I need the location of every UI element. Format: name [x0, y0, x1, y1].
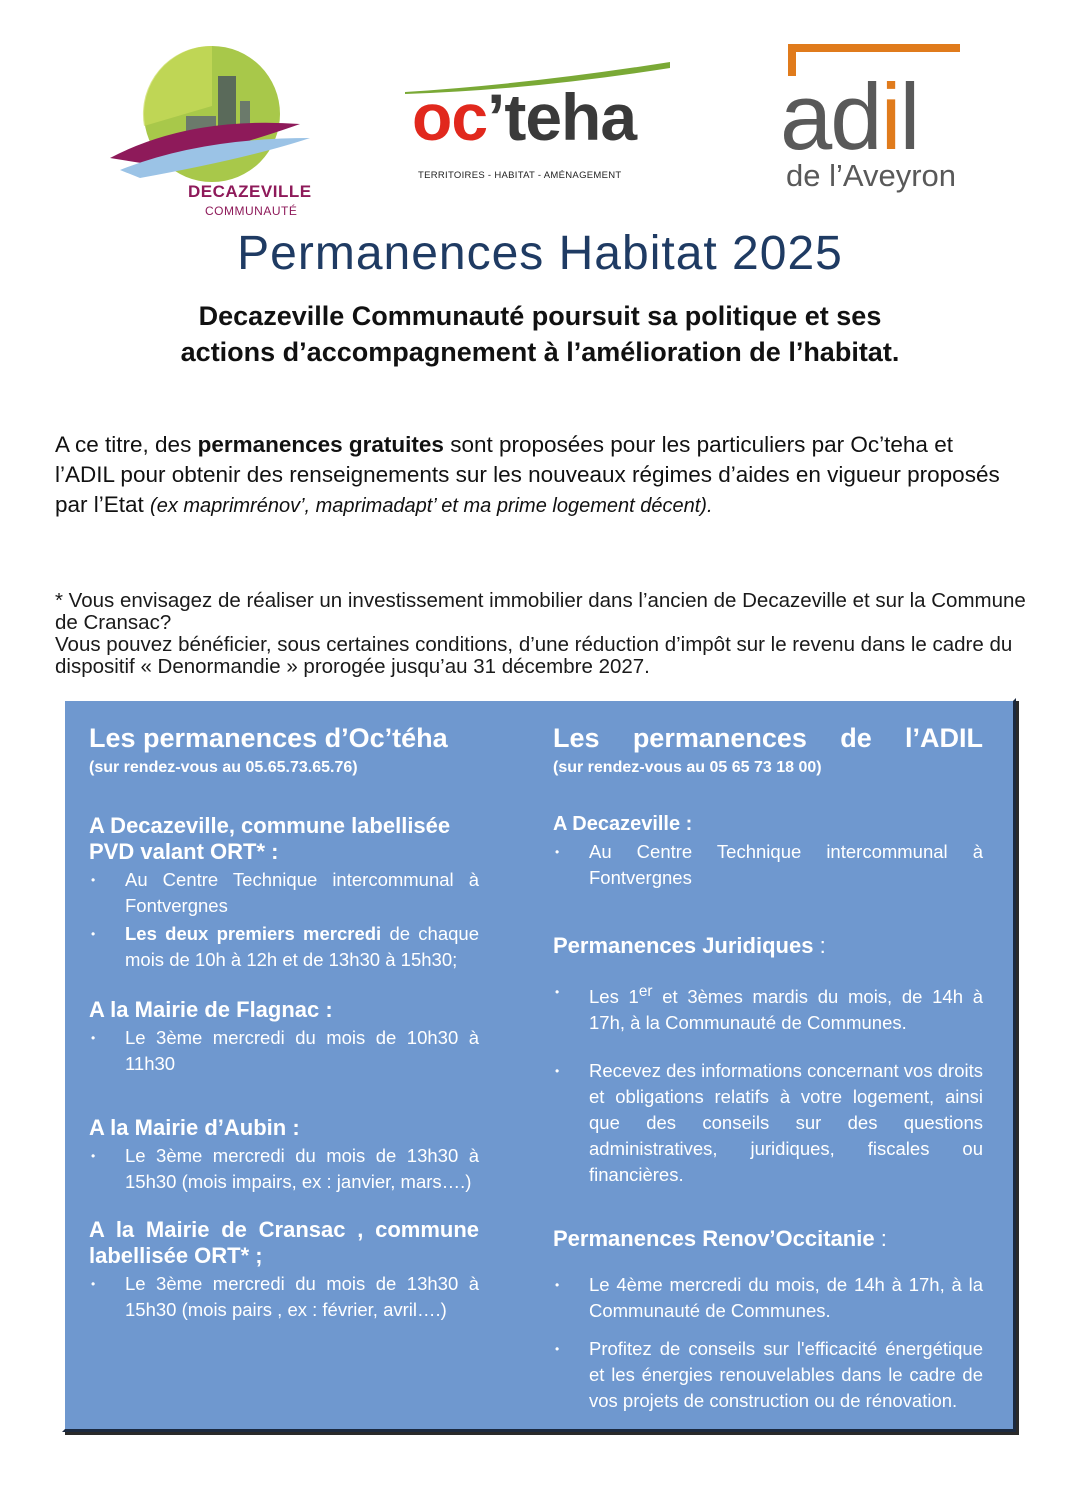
list-item-after: et 3èmes mardis du mois, de 14h à 17h, à la Communauté de Communes. — [589, 986, 983, 1034]
list-item: • Au Centre Technique intercommunal à Fontvergnes — [89, 867, 479, 919]
list — [89, 1143, 479, 1195]
note-line-1: * Vous envisagez de réaliser un investissement immobilier dans l’ancien de Decazeville et sur la Commune de Cransac? — [55, 589, 1026, 634]
octeha-column — [89, 723, 479, 1325]
list — [89, 1271, 479, 1323]
list-item: • Le 3ème mercredi du mois de 13h30 à 15h30 (mois pairs , ex : février, avril….) — [89, 1271, 479, 1323]
section-decazeville — [89, 813, 479, 973]
adil-ad: ad — [780, 64, 881, 169]
intro-paragraph — [55, 430, 1015, 521]
section-title-colon: : — [813, 933, 826, 958]
list-item: • Recevez des informations concernant vos droits et obligations relatifs à votre logement, ainsi que des conseils sur des questions administratives, juridiques, fiscales ou financières. — [553, 1058, 983, 1188]
permanences-box — [62, 698, 1016, 1432]
section-title — [553, 1226, 983, 1252]
section-title: A Decazeville : — [553, 813, 693, 835]
octeha-wordmark — [412, 80, 637, 154]
decazeville-emblem-icon — [100, 46, 320, 186]
section-title-text: Permanences Juridiques — [553, 933, 814, 958]
adil-wordmark — [780, 64, 919, 169]
adil-sub: de l’Aveyron — [786, 158, 957, 193]
intro-part-1: A ce titre, des — [55, 432, 198, 457]
list-item-bold: Les deux premiers mercredi — [125, 923, 382, 944]
octeha-column-title: Les permanences d’Oc’téha — [89, 723, 448, 753]
section-title-text: Permanences Renov’Occitanie — [553, 1226, 875, 1252]
section-flagnac — [89, 997, 479, 1077]
list-item — [553, 979, 983, 1036]
section-title: A la Mairie d’Aubin : — [89, 1115, 300, 1140]
list-item: • Le 4ème mercredi du mois, de 14h à 17h, à la Communauté de Communes. — [553, 1272, 983, 1324]
list-item-rest: de chaque mois de 10h à 12h et de 13h30 à 15h30; — [125, 923, 479, 970]
list — [553, 1272, 983, 1414]
list — [553, 979, 983, 1188]
decazeville-sub: COMMUNAUTÉ — [205, 204, 298, 218]
section-adil-decazeville — [553, 811, 983, 891]
list-item: • Profitez de conseils sur l'efficacité énergétique et les énergies renouvelables dans le cadre de vos projets de construction ou de rénovation. — [553, 1336, 983, 1414]
octeha-phone: (sur rendez-vous au 05.65.73.65.76) — [89, 759, 358, 776]
adil-column-title: Les permanences de l’ADIL — [553, 723, 983, 753]
octeha-tagline: TERRITOIRES - HABITAT - AMÉNAGEMENT — [418, 170, 622, 181]
list-item: • Au Centre Technique intercommunal à Fontvergnes — [553, 839, 983, 891]
subtitle-line-2: actions d’accompagnement à l’amélioration de l’habitat. — [180, 337, 900, 367]
list — [89, 867, 479, 973]
decazeville-name: DECAZEVILLE — [188, 182, 312, 201]
note-line-2: Vous pouvez bénéficier, sous certaines conditions, d’une réduction d’impôt sur le revenu dans le cadre du dispositif « Denormandie » prorogée jusqu’au 31 décembre 2027. — [55, 633, 1013, 678]
list-item — [89, 921, 479, 973]
denormandie-note — [55, 590, 1035, 678]
intro-italic: (ex maprimrénov’, maprimadapt’ et ma prime logement décent). — [150, 495, 713, 517]
list — [89, 1025, 479, 1077]
section-title — [553, 933, 983, 959]
section-juridiques — [553, 933, 983, 1188]
section-aubin — [89, 1115, 479, 1195]
list-item: • Le 3ème mercredi du mois de 13h30 à 15h30 (mois impairs, ex : janvier, mars….) — [89, 1143, 479, 1195]
list-item: • Le 3ème mercredi du mois de 10h30 à 11h30 — [89, 1025, 479, 1077]
octeha-apostrophe: ’ — [487, 80, 505, 154]
section-renov-occitanie — [553, 1226, 983, 1414]
logo-bar — [0, 36, 1080, 226]
list-item-sup: er — [638, 983, 653, 1000]
subtitle — [0, 298, 1080, 370]
section-title: A la Mairie de Cransac , commune labellisée ORT* ; — [89, 1217, 479, 1268]
section-title: A Decazeville, commune labellisée PVD valant ORT* : — [89, 813, 451, 864]
adil-phone: (sur rendez-vous au 05 65 73 18 00) — [553, 759, 822, 776]
adil-i: i — [880, 64, 900, 169]
subtitle-line-1: Decazeville Communauté poursuit sa politique et ses — [198, 301, 882, 331]
adil-l: l — [899, 64, 919, 169]
intro-part-2: sont proposées pour les particuliers par Oc’teha et l’ADIL pour obtenir des renseignements sur les nouveaux régimes d’aides en vigueur proposés par l’Etat — [55, 432, 1000, 517]
list-item-before: Les 1 — [589, 986, 639, 1008]
adil-column — [553, 723, 983, 1416]
section-title-colon: : — [874, 1226, 887, 1252]
octeha-teha: teha — [504, 80, 637, 154]
octeha-logo — [400, 54, 675, 181]
page-title: Permanences Habitat 2025 — [237, 227, 843, 280]
list — [553, 839, 983, 891]
decazeville-logo — [100, 46, 320, 226]
section-cransac — [89, 1217, 479, 1323]
octeha-oc: oc — [412, 80, 488, 154]
intro-bold: permanences gratuites — [197, 432, 444, 457]
adil-logo — [780, 36, 980, 196]
section-title: A la Mairie de Flagnac : — [89, 997, 333, 1022]
